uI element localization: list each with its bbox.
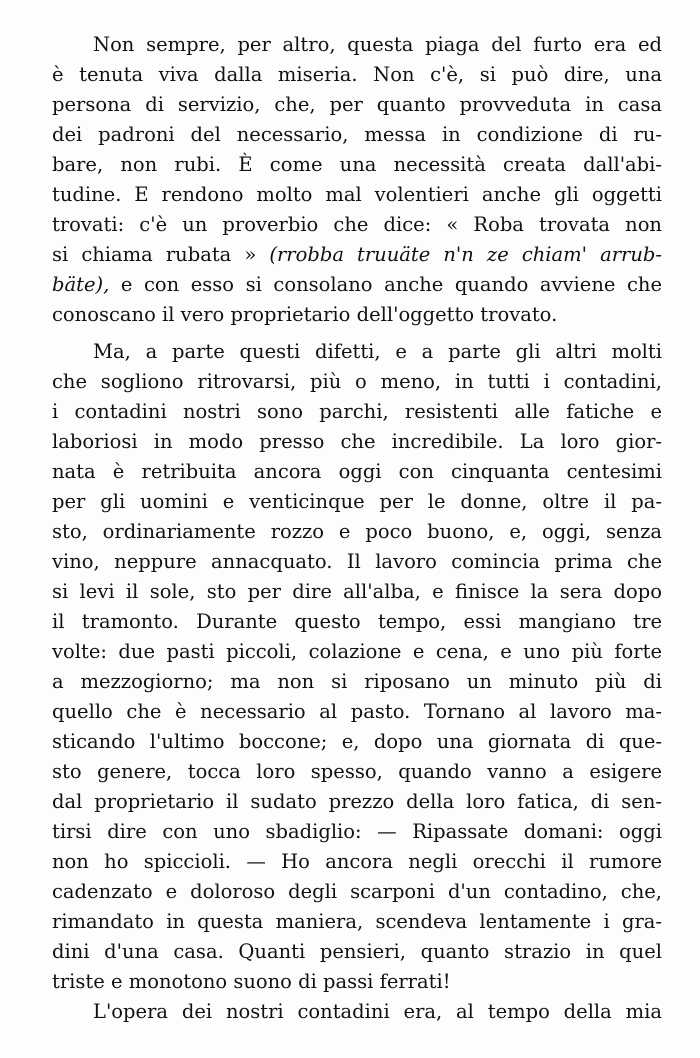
text-line: si levi il sole, sto per dire all'alba, e finisce la sera dopo [52,580,662,603]
text-line: il tramonto. Durante questo tempo, essi mangiano tre [52,610,662,633]
text-line: L'opera dei nostri contadini era, al tempo della mia [93,1000,662,1023]
text-line: Non sempre, per altro, questa piaga del furto era ed [93,33,662,56]
text-line: vino, neppure annacquato. Il lavoro comincia prima che [52,550,662,573]
text-line: sticando l'ultimo boccone; e, dopo una giornata di que- [52,730,662,753]
text-line: tirsi dire con uno sbadiglio: — Ripassate domani: oggi [52,820,662,843]
text-line: trovati: c'è un proverbio che dice: « Roba trovata non [52,213,662,236]
dialect-italic-text: (rrobba truuäte n'n ze chiam' arrub- [269,243,662,266]
text-line: i contadini nostri sono parchi, resistenti alle fatiche e [52,400,662,423]
text-line: volte: due pasti piccoli, colazione e cena, e uno più forte [52,640,662,663]
text-line: dal proprietario il sudato prezzo della loro fatica, di sen- [52,790,662,813]
text-line: triste e monotono suono di passi ferrati! [52,970,451,993]
text-line: sto, ordinariamente rozzo e poco buono, e, oggi, senza [52,520,662,543]
text-line: persona di servizio, che, per quanto provveduta in casa [52,93,662,116]
text-line: laboriosi in modo presso che incredibile. La loro gior- [52,430,662,453]
text-line: conoscano il vero proprietario dell'oggetto trovato. [52,303,558,326]
dialect-italic-text: bäte), [52,273,110,296]
text-line: sto genere, tocca loro spesso, quando vanno a esigere [52,760,662,783]
text-line: che sogliono ritrovarsi, più o meno, in tutti i contadini, [52,370,662,393]
text-line: nata è retribuita ancora oggi con cinquanta centesimi [52,460,662,483]
text-line: tudine. E rendono molto mal volentieri anche gli oggetti [52,183,662,206]
text-line: cadenzato e doloroso degli scarponi d'un contadino, che, [52,880,662,903]
text-line: è tenuta viva dalla miseria. Non c'è, si può dire, una [52,63,662,86]
text-line: Ma, a parte questi difetti, e a parte gli altri molti [93,340,662,363]
text-line-mixed [52,240,662,270]
text-segment: si chiama rubata » [52,243,270,266]
text-line: dini d'una casa. Quanti pensieri, quanto strazio in quel [52,940,662,963]
text-line: per gli uomini e venticinque per le donne, oltre il pa- [52,490,662,513]
text-line: non ho spiccioli. — Ho ancora negli orecchi il rumore [52,850,662,873]
text-line: bare, non rubi. È come una necessità creata dall'abi- [52,153,662,176]
text-line: quello che è necessario al pasto. Tornano al lavoro ma- [52,700,662,723]
text-line: dei padroni del necessario, messa in condizione di ru- [52,123,662,146]
text-line: rimandato in questa maniera, scendeva lentamente i gra- [52,910,662,933]
text-line-mixed [52,270,662,300]
text-segment: e con esso si consolano anche quando avviene che [109,273,662,296]
text-line: a mezzogiorno; ma non si riposano un minuto più di [52,670,662,693]
